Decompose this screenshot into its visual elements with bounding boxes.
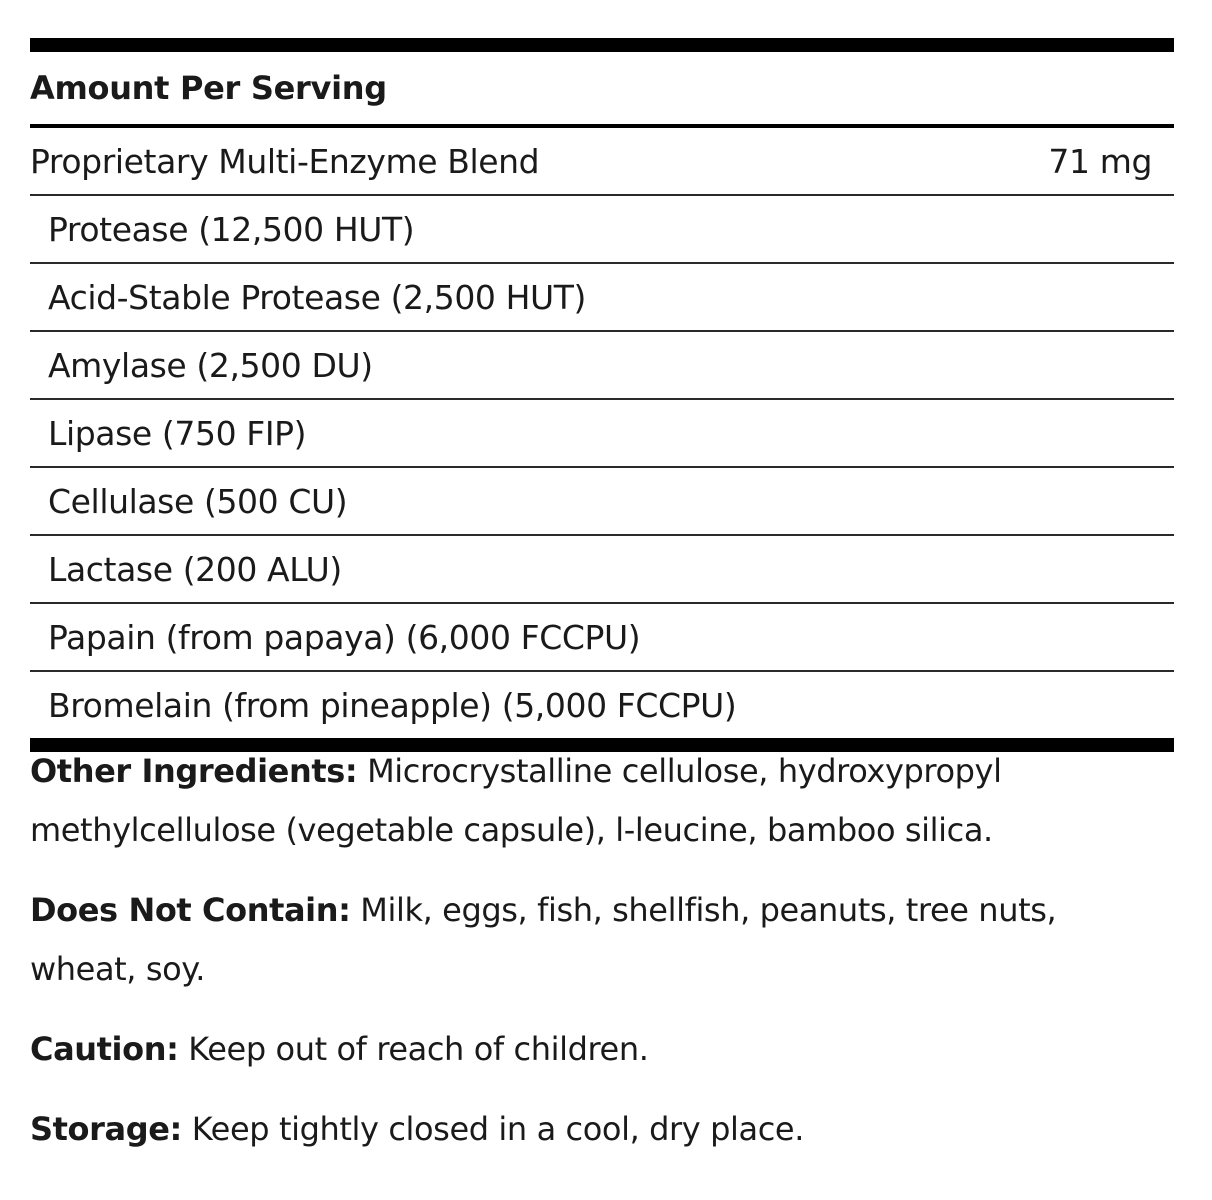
ingredient-row [30, 264, 1174, 330]
ingredient-row [30, 604, 1174, 670]
blend-row [30, 128, 1174, 194]
label-notes [30, 742, 1150, 1180]
storage-note [30, 1100, 1150, 1159]
blend-amount: 71 mg [1048, 141, 1152, 181]
storage-label: Storage: [30, 1110, 182, 1148]
caution-note [30, 1020, 1150, 1079]
ingredient-name: Papain (from papaya) (6,000 FCCPU) [48, 617, 641, 657]
storage-text: Keep tightly closed in a cool, dry place. [181, 1110, 804, 1148]
ingredient-row [30, 468, 1174, 534]
does-not-contain-text: Milk, eggs, fish, shellfish, peanuts, tree nuts, wheat, soy. [30, 891, 1057, 988]
ingredient-row [30, 400, 1174, 466]
ingredient-name: Amylase (2,500 DU) [48, 345, 373, 385]
ingredient-name: Lactase (200 ALU) [48, 549, 342, 589]
amount-per-serving-header: Amount Per Serving [30, 69, 387, 107]
ingredient-name: Acid-Stable Protease (2,500 HUT) [48, 277, 587, 317]
ingredient-name: Bromelain (from pineapple) (5,000 FCCPU) [48, 685, 737, 725]
other-ingredients-text: Microcrystalline cellulose, hydroxypropyl methylcellulose (vegetable capsule), l-leucine, bamboo silica. [30, 752, 1002, 849]
does-not-contain-note [30, 881, 1150, 999]
ingredient-name: Protease (12,500 HUT) [48, 209, 415, 249]
other-ingredients-note [30, 742, 1150, 860]
other-ingredients-label: Other Ingredients: [30, 752, 358, 790]
top-divider [30, 38, 1174, 52]
caution-label: Caution: [30, 1030, 179, 1068]
ingredient-row [30, 332, 1174, 398]
caution-text: Keep out of reach of children. [178, 1030, 649, 1068]
ingredient-row [30, 536, 1174, 602]
ingredient-name: Lipase (750 FIP) [48, 413, 307, 453]
supplement-facts-table [30, 38, 1174, 752]
does-not-contain-label: Does Not Contain: [30, 891, 351, 929]
ingredient-row [30, 196, 1174, 262]
blend-name: Proprietary Multi-Enzyme Blend [30, 141, 540, 181]
ingredient-row [30, 672, 1174, 738]
ingredient-name: Cellulase (500 CU) [48, 481, 348, 521]
